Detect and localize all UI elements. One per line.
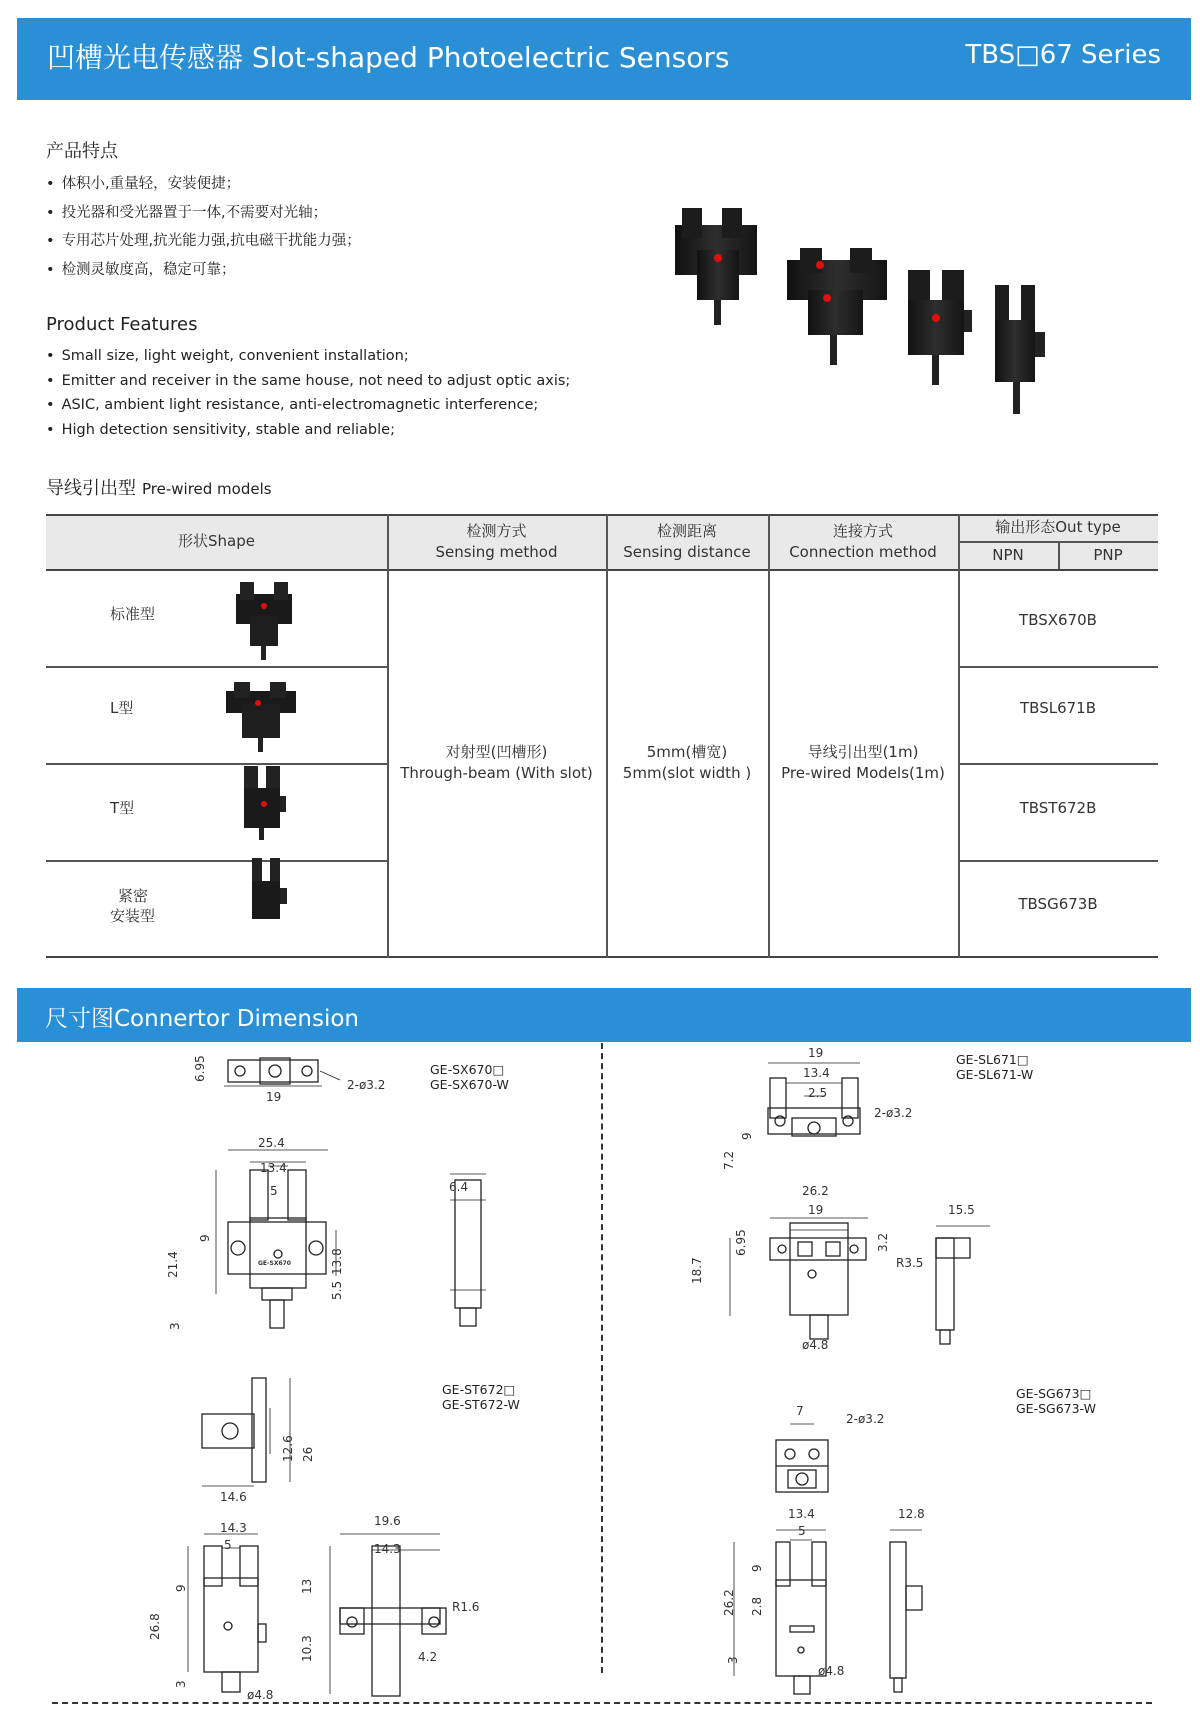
dim-sg-d6: 26.2 <box>722 1589 736 1616</box>
series-label: TBS□67 Series <box>965 40 1161 70</box>
dim-sl-d8: 19 <box>808 1203 824 1217</box>
dim-sx-d12: 6.4 <box>449 1180 469 1194</box>
drawing-sx670 <box>150 1050 550 1360</box>
dim-st-d13: R1.6 <box>452 1600 480 1614</box>
product-photo <box>670 200 1090 440</box>
dim-sl-d11: 3.2 <box>876 1232 890 1252</box>
table-rule <box>46 666 387 668</box>
shape-compact-l1: 紧密 <box>118 887 149 905</box>
model-tbsx670b: TBSX670B <box>1019 611 1097 629</box>
dim-st-d6: 9 <box>174 1584 188 1592</box>
dim-sg-d1: 7 <box>796 1404 804 1418</box>
cell-method: 对射型(凹槽形) Through-beam (With slot) <box>400 742 593 782</box>
label-sl671: GE-SL671□ GE-SL671-W <box>956 1052 1034 1082</box>
dim-sl-d9: 15.5 <box>948 1203 975 1217</box>
list-item: • Emitter and receiver in the same house, not need to adjust optic axis; <box>46 369 570 394</box>
list-item: • 检测灵敏度高，稳定可靠； <box>46 256 361 285</box>
dim-sg-d10: 12.8 <box>898 1507 925 1521</box>
dim-sl-d6: 7.2 <box>722 1150 736 1170</box>
drawing-sg673 <box>700 1400 1000 1700</box>
dim-sl-d12: R3.5 <box>896 1256 924 1270</box>
list-item: • 体积小,重量轻，安装便捷； <box>46 170 361 199</box>
dim-st-d10: 19.6 <box>374 1514 401 1528</box>
dim-sg-d8: 3 <box>726 1656 740 1664</box>
dim-st-d3: 14.6 <box>220 1490 247 1504</box>
dim-sl-d3: 2.5 <box>808 1086 828 1100</box>
table-rule <box>958 763 1158 765</box>
page-title: 凹槽光电传感器 Slot-shaped Photoelectric Sensors <box>47 41 730 74</box>
dim-sl-d7: 26.2 <box>802 1184 829 1198</box>
dim-sg-d9: ø4.8 <box>818 1664 845 1678</box>
table-rule <box>958 860 1158 862</box>
table-rule <box>958 514 960 958</box>
list-item: • 投光器和受光器置于一体,不需要对光轴； <box>46 199 361 228</box>
features-zh-list <box>46 170 361 284</box>
dim-st-d4: 14.3 <box>220 1521 247 1535</box>
table-rule <box>46 763 387 765</box>
cell-distance: 5mm(槽宽) 5mm(slot width ) <box>622 742 752 782</box>
dim-sx-d8: 21.4 <box>166 1251 180 1278</box>
prewired-title-en: Pre-wired models <box>142 480 272 498</box>
dim-st-d2: 26 <box>301 1446 315 1462</box>
dim-st-d9: ø4.8 <box>247 1688 274 1702</box>
drawing-sl671 <box>700 1048 1030 1358</box>
divider-vertical <box>601 1043 603 1673</box>
dim-sx-d7: 9 <box>198 1234 212 1242</box>
dim-sx-d4: 25.4 <box>258 1136 285 1150</box>
shape-l: L型 <box>110 699 134 717</box>
dim-sx-d9: 13.8 <box>330 1248 344 1275</box>
dim-st-d12: 13 <box>300 1578 314 1594</box>
dim-sl-d2: 13.4 <box>803 1066 830 1080</box>
table-rule <box>958 666 1158 668</box>
list-item: • High detection sensitivity, stable and reliable; <box>46 418 570 443</box>
sensor-standard-photo <box>675 208 757 325</box>
dim-sl-d4: 2-ø3.2 <box>874 1106 913 1120</box>
thumb-l <box>226 682 296 752</box>
dim-sl-d1: 19 <box>808 1046 824 1060</box>
sensor-t-photo <box>908 270 972 385</box>
dim-sl-d14: ø4.8 <box>802 1338 829 1352</box>
dim-sg-d4: 5 <box>798 1524 806 1538</box>
dim-sx-d11: 3 <box>168 1322 182 1330</box>
dim-sx-d3: 19 <box>266 1090 282 1104</box>
model-tbst672b: TBST672B <box>1019 799 1097 817</box>
dim-st-d15: 4.2 <box>418 1650 438 1664</box>
dim-sx-d10: 5.5 <box>330 1280 344 1300</box>
models-table <box>46 514 1158 958</box>
shape-t: T型 <box>110 799 135 817</box>
header-banner <box>17 18 1191 100</box>
header-pnp: PNP <box>1093 545 1123 564</box>
sensor-compact-photo <box>995 285 1045 414</box>
label-sg673: GE-SG673□ GE-SG673-W <box>1016 1386 1096 1416</box>
header-npn: NPN <box>992 545 1024 564</box>
features-zh-heading: 产品特点 <box>46 141 118 162</box>
table-rule <box>46 956 1158 958</box>
thumb-standard <box>236 582 292 660</box>
prewired-heading <box>46 474 272 500</box>
shape-compact-l2: 安装型 <box>110 907 156 925</box>
dim-sg-d2: 2-ø3.2 <box>846 1412 885 1426</box>
header-distance: 检测距离 Sensing distance <box>623 521 751 561</box>
shape-standard: 标准型 <box>110 605 156 623</box>
features-en-heading: Product Features <box>46 314 198 335</box>
drawing-st672 <box>150 1368 510 1718</box>
features-en-list <box>46 344 570 442</box>
sx-logo-text: GE-SX670 <box>258 1260 291 1267</box>
dim-st-d11: 14.3 <box>374 1542 401 1556</box>
dim-sx-d6: 5 <box>270 1184 278 1198</box>
thumb-compact <box>252 858 287 919</box>
list-item: • 专用芯片处理,抗光能力强,抗电磁干扰能力强； <box>46 227 361 256</box>
cell-connection: 导线引出型(1m) Pre-wired Models(1m) <box>781 742 945 782</box>
thumb-t <box>244 766 286 840</box>
model-tbsg673b: TBSG673B <box>1018 895 1098 913</box>
model-tbsl671b: TBSL671B <box>1020 699 1096 717</box>
header-shape: 形状Shape <box>178 532 255 550</box>
dim-sx-d1: 6.95 <box>193 1055 207 1082</box>
label-sx670: GE-SX670□ GE-SX670-W <box>430 1062 509 1092</box>
dim-st-d7: 26.8 <box>148 1613 162 1640</box>
dim-sx-d5: 13.4 <box>260 1161 287 1175</box>
prewired-title-zh: 导线引出型 <box>46 478 136 499</box>
header-out-type: 输出形态Out type <box>995 518 1121 536</box>
dim-sg-d7: 2.8 <box>750 1596 764 1616</box>
dim-sl-d10: 6.95 <box>734 1229 748 1256</box>
header-method: 检测方式 Sensing method <box>435 521 558 561</box>
dim-sl-d5: 9 <box>740 1132 754 1140</box>
dim-sx-d2: 2-ø3.2 <box>347 1078 386 1092</box>
header-connection: 连接方式 Connection method <box>789 521 937 561</box>
dim-st-d8: 3 <box>174 1680 188 1688</box>
dim-sg-d3: 13.4 <box>788 1507 815 1521</box>
list-item: • ASIC, ambient light resistance, anti-electromagnetic interference; <box>46 393 570 418</box>
dimension-title: 尺寸图Connertor Dimension <box>45 1006 360 1032</box>
table-rule <box>46 860 387 862</box>
dim-sg-d5: 9 <box>750 1564 764 1572</box>
label-st672: GE-ST672□ GE-ST672-W <box>442 1382 520 1412</box>
table-sensor-thumbnails <box>226 576 326 921</box>
dim-st-d1: 12.6 <box>281 1435 295 1462</box>
sensor-l-photo <box>787 248 887 365</box>
list-item: • Small size, light weight, convenient installation; <box>46 344 570 369</box>
dim-st-d5: 5 <box>224 1538 232 1552</box>
dim-st-d14: 10.3 <box>300 1635 314 1662</box>
dimension-banner <box>17 988 1191 1042</box>
dim-sl-d13: 18.7 <box>690 1257 704 1284</box>
